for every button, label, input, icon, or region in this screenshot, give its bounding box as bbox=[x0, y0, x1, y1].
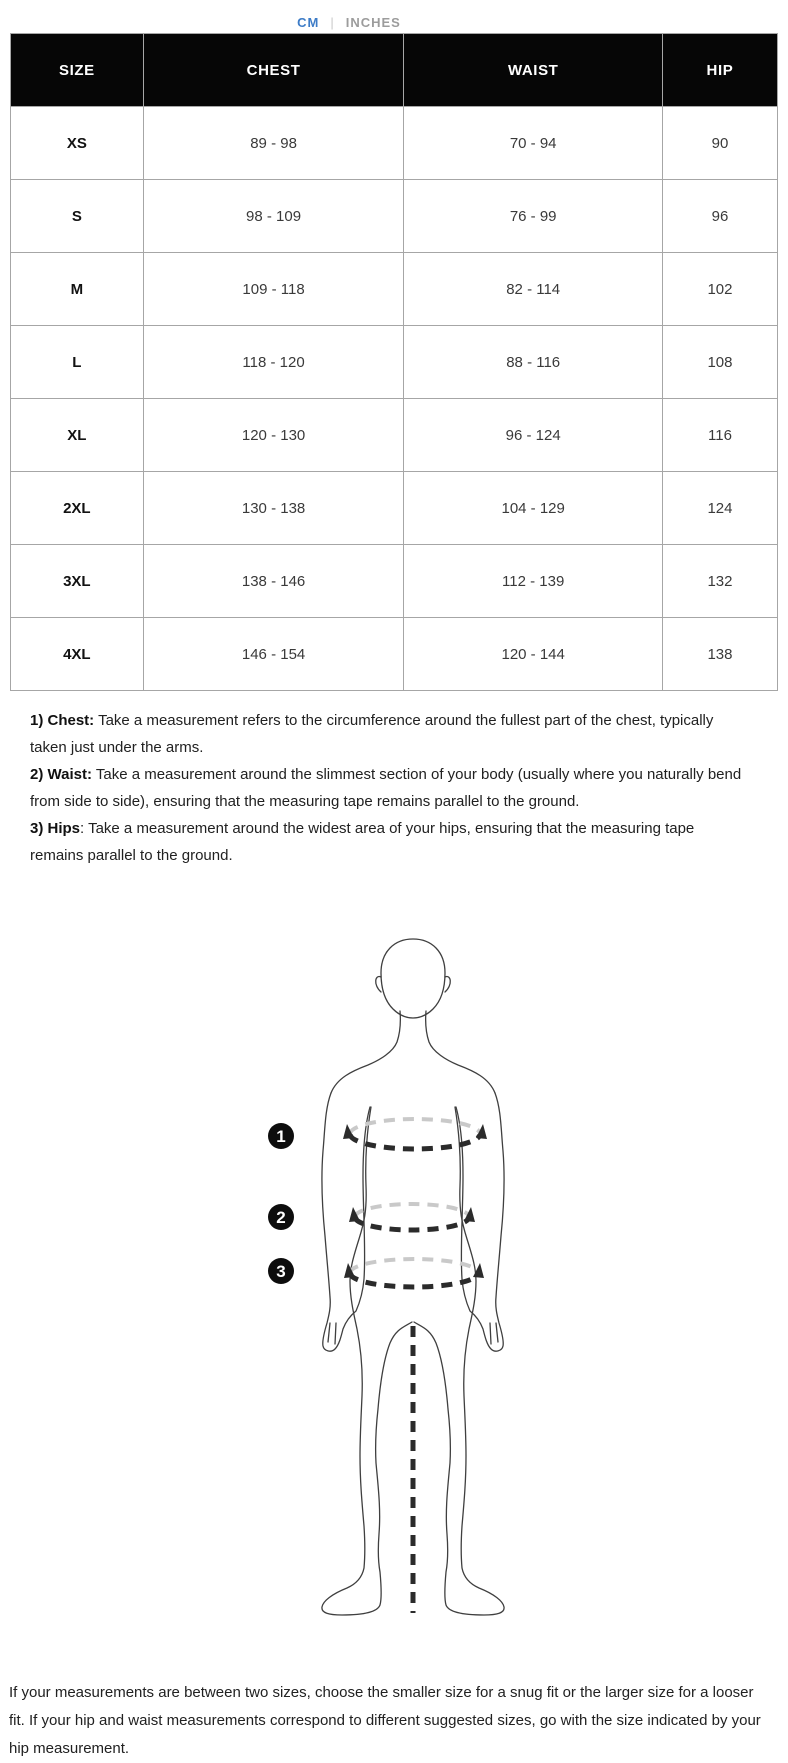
hip-cell: 90 bbox=[662, 107, 777, 180]
figure-left-neck-shoulder bbox=[331, 1011, 400, 1093]
waist-cell: 96 - 124 bbox=[404, 399, 662, 472]
note-chest-label: 1) Chest: bbox=[30, 712, 95, 729]
table-row bbox=[11, 180, 778, 253]
hip-cell: 102 bbox=[662, 253, 777, 326]
chest-cell: 89 - 98 bbox=[143, 107, 404, 180]
body-figure-section bbox=[0, 871, 788, 1633]
table-row bbox=[11, 545, 778, 618]
table-row bbox=[11, 326, 778, 399]
marker-1-number: 1 bbox=[276, 1127, 286, 1146]
hip-cell: 132 bbox=[662, 545, 777, 618]
table-header-row bbox=[11, 34, 778, 107]
waist-cell: 88 - 116 bbox=[404, 326, 662, 399]
waist-cell: 82 - 114 bbox=[404, 253, 662, 326]
waist-measure-ellipse bbox=[349, 1204, 475, 1230]
size-cell: M bbox=[11, 253, 144, 326]
waist-cell: 70 - 94 bbox=[404, 107, 662, 180]
figure-right-torso-leg bbox=[414, 1107, 504, 1615]
marker-2-number: 2 bbox=[276, 1208, 286, 1227]
figure-left-fingers bbox=[328, 1323, 336, 1344]
chest-cell: 120 - 130 bbox=[143, 399, 404, 472]
marker-2-badge bbox=[268, 1204, 294, 1230]
size-cell: XS bbox=[11, 107, 144, 180]
header-chest: CHEST bbox=[143, 34, 404, 107]
waist-cell: 112 - 139 bbox=[404, 545, 662, 618]
note-hips-text: : Take a measurement around the widest area of your hips, ensuring that the measuring tape remains parallel to the ground. bbox=[30, 820, 695, 864]
hip-cell: 116 bbox=[662, 399, 777, 472]
size-cell: 3XL bbox=[11, 545, 144, 618]
waist-cell: 76 - 99 bbox=[404, 180, 662, 253]
marker-3-number: 3 bbox=[276, 1262, 286, 1281]
size-cell: XL bbox=[11, 399, 144, 472]
table-row bbox=[11, 107, 778, 180]
table-row bbox=[11, 618, 778, 691]
hip-cell: 108 bbox=[662, 326, 777, 399]
waist-cell: 104 - 129 bbox=[404, 472, 662, 545]
figure-right-fingers bbox=[490, 1323, 498, 1344]
body-outline-figure bbox=[228, 871, 598, 1631]
figure-left-torso-leg bbox=[322, 1107, 412, 1615]
figure-right-ear bbox=[445, 976, 450, 992]
size-chart-table bbox=[10, 33, 778, 691]
unit-separator: | bbox=[330, 14, 335, 30]
header-size: SIZE bbox=[11, 34, 144, 107]
size-cell: L bbox=[11, 326, 144, 399]
size-cell: 4XL bbox=[11, 618, 144, 691]
figure-head bbox=[381, 939, 445, 1018]
header-waist: WAIST bbox=[404, 34, 662, 107]
fit-advice-note: If your measurements are between two sizes, choose the smaller size for a snug fit or the larger size for a looser fit. If your hip and waist measurements correspond to different suggested sizes, go with the size indicated by your hip measurement. bbox=[9, 1684, 761, 1757]
table-row bbox=[11, 399, 778, 472]
figure-left-ear bbox=[376, 976, 381, 992]
table-row bbox=[11, 253, 778, 326]
chest-cell: 146 - 154 bbox=[143, 618, 404, 691]
note-hips-label: 3) Hips bbox=[30, 820, 81, 837]
figure-right-neck-shoulder bbox=[426, 1011, 495, 1093]
chest-cell: 109 - 118 bbox=[143, 253, 404, 326]
marker-3-badge bbox=[268, 1258, 294, 1284]
size-cell: S bbox=[11, 180, 144, 253]
chest-cell: 98 - 109 bbox=[143, 180, 404, 253]
chest-cell: 138 - 146 bbox=[143, 545, 404, 618]
note-waist-label: 2) Waist: bbox=[30, 766, 92, 783]
hip-cell: 124 bbox=[662, 472, 777, 545]
marker-1-badge bbox=[268, 1123, 294, 1149]
hip-cell: 96 bbox=[662, 180, 777, 253]
measurement-notes bbox=[30, 707, 746, 869]
unit-option-inches[interactable]: INCHES bbox=[345, 14, 401, 30]
chest-cell: 130 - 138 bbox=[143, 472, 404, 545]
note-chest-text: Take a measurement refers to the circumference around the fullest part of the chest, typically taken just under the arms. bbox=[30, 712, 714, 756]
chest-cell: 118 - 120 bbox=[143, 326, 404, 399]
waist-cell: 120 - 144 bbox=[404, 618, 662, 691]
header-hip: HIP bbox=[662, 34, 777, 107]
table-row bbox=[11, 472, 778, 545]
unit-option-cm[interactable]: CM bbox=[297, 14, 320, 30]
size-cell: 2XL bbox=[11, 472, 144, 545]
unit-toggle bbox=[0, 0, 788, 33]
hip-cell: 138 bbox=[662, 618, 777, 691]
note-waist-text: Take a measurement around the slimmest section of your body (usually where you naturally bend from side to side), ensuring that the measuring tape remains parallel to the ground. bbox=[30, 766, 742, 810]
